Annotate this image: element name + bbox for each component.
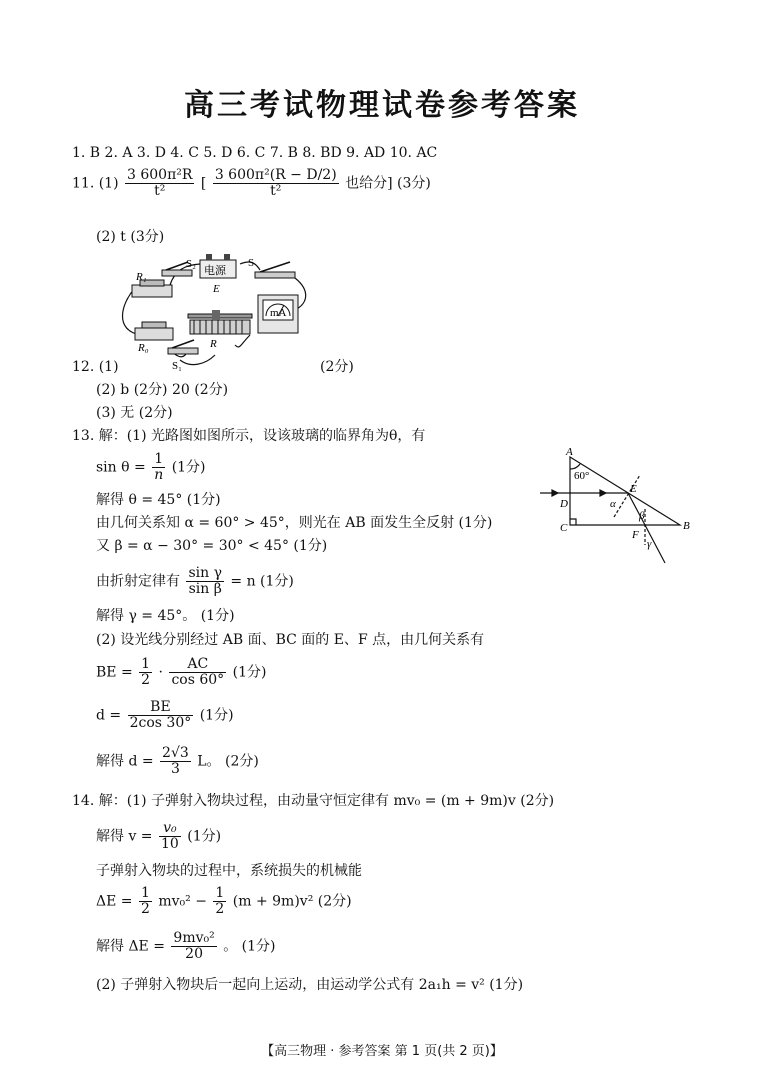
q13-geom: 由几何关系知 α = 60° > 45°，则光在 AB 面发生全反射 (1分): [96, 515, 493, 531]
q14-de-result: [96, 931, 275, 962]
q13-dres-rhs: L。 (2分): [197, 753, 259, 770]
q13-be-den2: cos 60°: [171, 672, 225, 688]
q11-score: (3分): [397, 175, 431, 192]
q13-be-score: (1分): [232, 664, 267, 681]
q11-f1-num: 3 600π²R: [127, 167, 193, 183]
q14-v-eq: [96, 821, 221, 852]
q13-be-lhs: BE =: [96, 664, 133, 681]
q14-v-score: (1分): [187, 828, 222, 845]
q13-d-lhs: d =: [96, 707, 122, 724]
q11-f2-num: 3 600π²(R − D/2): [214, 167, 337, 183]
label-60deg: 60°: [574, 470, 590, 482]
q13-refr-num: sin γ: [188, 565, 222, 581]
q13-be-eq: [96, 657, 266, 688]
label-s1: S₁: [172, 360, 182, 372]
wire-meter-rheostat: [235, 335, 250, 347]
q12-part1: 12. (1): [72, 359, 119, 375]
q14-v-den: 10: [161, 836, 179, 852]
right-angle-mark: [570, 519, 576, 525]
normal-ab: [614, 475, 640, 517]
label-d: D: [560, 498, 568, 510]
q14-v-num: v₀: [159, 821, 181, 837]
q14-de-frac1: [139, 886, 152, 917]
q13-sin-num: 1: [152, 452, 165, 468]
q11-f2-den: t²: [270, 183, 282, 199]
q13-be-frac1: [139, 657, 152, 688]
q14-de-den2: 2: [215, 901, 225, 917]
label-gamma: γ: [647, 538, 652, 550]
q12-part1-score: (2分): [320, 359, 354, 375]
q13-be-frac2: [169, 657, 226, 688]
ray-arrow-2: [600, 490, 606, 496]
q14-deres-rhs: 。 (1分): [223, 938, 276, 955]
q14-de-num1: 1: [140, 885, 150, 901]
label-f: F: [632, 529, 639, 541]
q13-beta: 又 β = α − 30° = 30° < 45° (1分): [96, 538, 328, 554]
q13-intro: 13. 解：(1) 光路图如图所示，设该玻璃的临界角为θ，有: [72, 428, 426, 444]
q13-d-eq: [96, 700, 234, 731]
label-e: E: [213, 283, 220, 295]
label-r1: R₁: [136, 271, 147, 283]
q13-gamma: 解得 γ = 45°。 (1分): [96, 608, 235, 624]
label-alpha: α: [610, 498, 616, 510]
q14-deres-lhs: 解得 ΔE =: [96, 938, 165, 955]
q13-d-den: 2cos 30°: [129, 715, 192, 731]
q13-dres-lhs: 解得 d =: [96, 753, 154, 770]
q14-de-eq: [96, 886, 352, 917]
q14-de-mid: mv₀² −: [158, 893, 207, 910]
q14-part2: (2) 子弹射入物块后一起向上运动，由运动学公式有 2a₁h = v² (1分): [96, 977, 524, 993]
wire-s1-rheostat: [180, 355, 215, 365]
q13-sin-lhs: sin θ =: [96, 459, 146, 476]
page-title: 高三考试物理试卷参考答案: [184, 88, 580, 123]
q11-fraction-2: [213, 168, 339, 199]
q14-deres-den: 20: [185, 946, 203, 962]
q14-de-lhs: ΔE =: [96, 893, 133, 910]
switch-s: [255, 262, 295, 278]
switch-s1: [168, 340, 198, 354]
angle-arc-a: [570, 464, 580, 469]
label-meter: mA: [270, 307, 287, 319]
q13-be-num1: 1: [141, 656, 151, 672]
q13-d-score: (1分): [199, 707, 234, 724]
q13-d-frac: [128, 700, 194, 731]
q14-v-lhs: 解得 v =: [96, 828, 153, 845]
label-s2: S₂: [186, 258, 196, 270]
q13-theta: 解得 θ = 45° (1分): [96, 492, 221, 508]
q14-deres-frac: [171, 931, 216, 962]
q12-part3: (3) 无 (2分): [96, 405, 173, 421]
q11-part1: [72, 168, 431, 199]
q14-intro: 14. 解：(1) 子弹射入物块过程，由动量守恒定律有 mv₀ = (m + 9m)v (2分): [72, 793, 555, 809]
label-s: S: [248, 257, 255, 269]
q13-dres-frac: [160, 746, 191, 777]
q14-energy-text: 子弹射入物块的过程中，系统损失的机械能: [96, 863, 362, 879]
q13-refr-lhs: 由折射定律有: [96, 573, 180, 590]
mc-answers: 1. B 2. A 3. D 4. C 5. D 6. C 7. B 8. BD 9. AD 10. AC: [72, 145, 438, 161]
q13-sin-den: n: [154, 467, 164, 483]
q13-dres-den: 3: [170, 761, 180, 777]
q13-refr-rhs: = n (1分): [230, 573, 294, 590]
page-footer: 【高三物理 · 参考答案 第 1 页(共 2 页)】: [261, 1044, 503, 1059]
q14-deres-num: 9mv₀²: [173, 930, 215, 946]
q13-refr-frac: [186, 566, 224, 597]
q13-sin-score: (1分): [171, 459, 206, 476]
q11-label: 11. (1): [72, 175, 119, 192]
label-a: A: [566, 446, 573, 458]
label-b: B: [683, 520, 690, 532]
q11-bracket: [: [200, 175, 207, 192]
q13-be-dot: ·: [158, 664, 163, 681]
q14-de-den1: 2: [140, 901, 150, 917]
label-beta: β: [639, 510, 645, 522]
circuit-diagram: [100, 250, 315, 375]
q12-part2: (2) b (2分) 20 (2分): [96, 382, 229, 398]
q13-part2: (2) 设光线分别经过 AB 面、BC 面的 E、F 点，由几何关系有: [96, 632, 485, 648]
q13-d-result: [96, 746, 259, 777]
q13-sin-frac: [152, 452, 165, 483]
label-source: 电源: [204, 265, 226, 277]
label-r: R: [210, 338, 217, 350]
q13-sin-eq: [96, 452, 206, 483]
label-c: C: [560, 522, 568, 534]
q14-de-num2: 1: [215, 885, 225, 901]
q14-de-rhs: (m + 9m)v² (2分): [232, 893, 352, 910]
q13-be-den1: 2: [141, 672, 151, 688]
prism-triangle: [570, 457, 680, 525]
q14-v-frac: [159, 821, 181, 852]
q13-d-num: BE: [128, 700, 194, 716]
q11-fraction-1: [125, 168, 194, 199]
label-e: E: [630, 483, 637, 495]
q11-part2: (2) t (3分): [96, 229, 165, 245]
q14-de-frac2: [213, 886, 226, 917]
q11-f1-den: t²: [154, 183, 166, 199]
q13-refr-den: sin β: [188, 581, 222, 597]
label-r0: R₀: [138, 342, 149, 354]
resistor-r0: [135, 322, 173, 340]
ray-arrow-1: [552, 490, 558, 496]
optics-diagram: [530, 445, 710, 580]
q13-dres-num: 2√3: [162, 745, 189, 761]
q11-also-ok: 也给分]: [345, 175, 393, 192]
rheostat-r: [188, 310, 252, 334]
q13-refraction: [96, 566, 294, 597]
q13-be-num2: AC: [169, 657, 226, 673]
